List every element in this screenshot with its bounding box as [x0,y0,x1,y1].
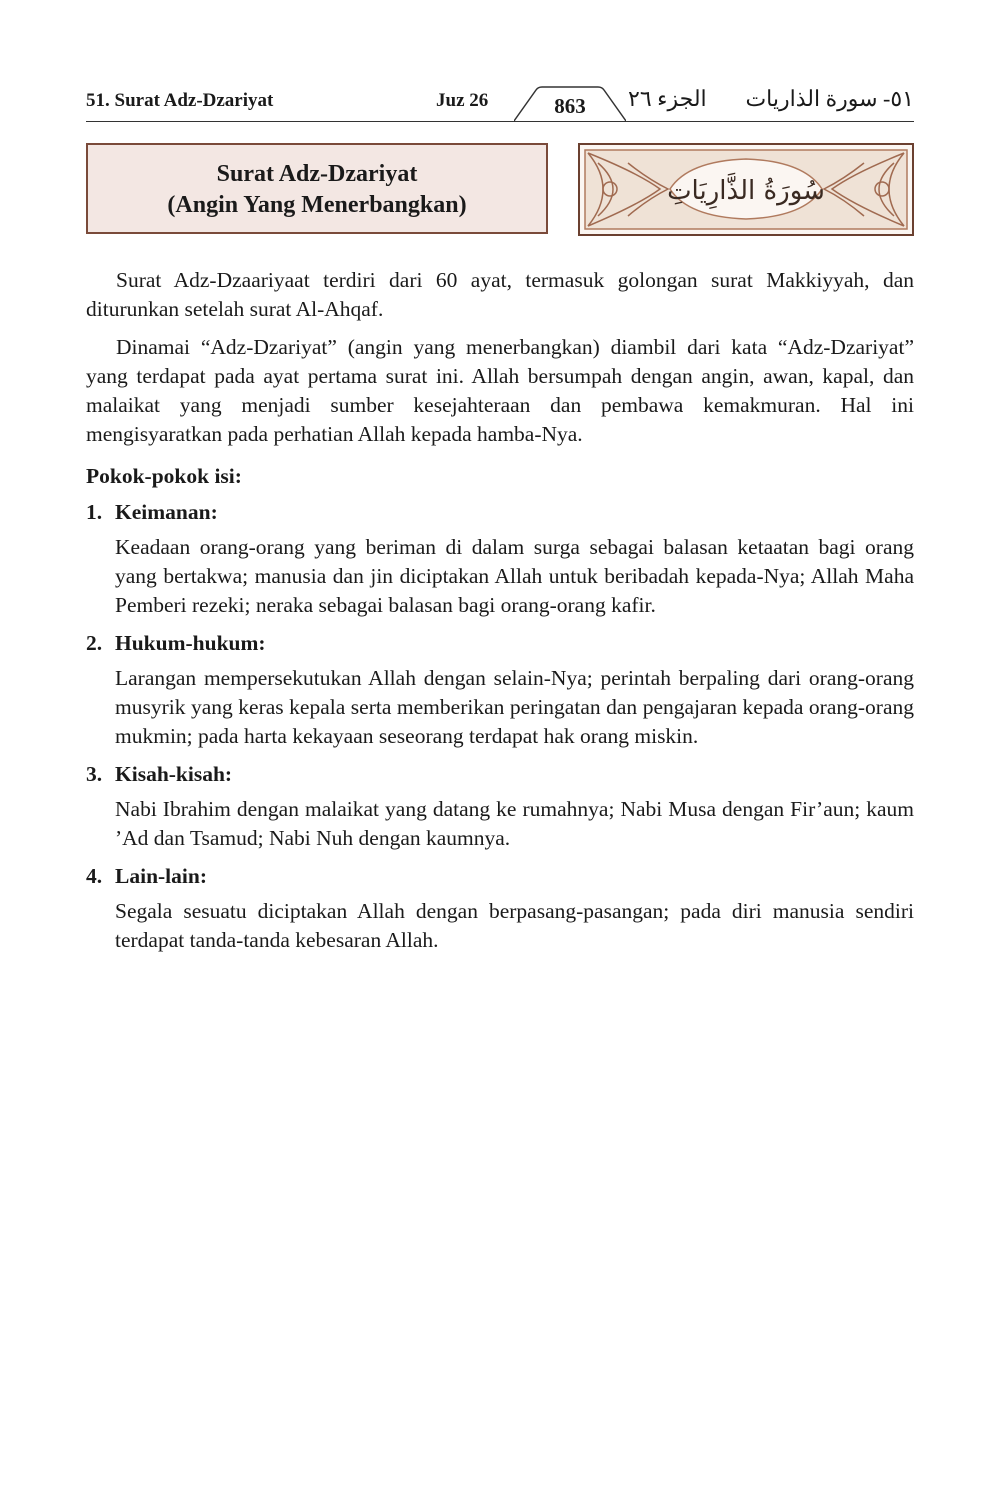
item-number: 1. [86,500,103,524]
item-title: Keimanan: [115,500,218,524]
item-title: Kisah-kisah: [115,762,233,786]
page-content [86,266,914,964]
header-juz-arabic: الجزء ٢٦ [628,86,707,111]
item-title: Lain-lain: [115,864,207,888]
section-heading: Pokok-pokok isi: [86,464,242,488]
surah-calligraphy-ornament [578,143,914,236]
header-juz-latin: Juz 26 [436,90,489,111]
item-body: Segala sesuatu diciptakan Allah dengan berpasang-pasangan; pada diri manusia sendiri terdapat tanda-tanda kebesaran Allah. [115,899,914,952]
page-header [86,84,914,126]
item-title: Hukum-hukum: [115,631,266,655]
calligraphy-text: سُورَةُ الذَّارِيَاتِ [667,176,825,206]
surah-subtitle: (Angin Yang Menerbangkan) [167,192,467,218]
header-rule [86,121,914,122]
item-body: Larangan mempersekutukan Allah dengan selain-Nya; perintah berpaling dari orang-orang musyrik yang keras kepala serta memberikan peringatan dan pengajaran kepada orang-orang mukmin; pada harta kekayaan seseorang terdapat hak orang miskin. [115,666,914,748]
surah-title-box [86,143,548,234]
list-item [86,760,914,853]
list-item [86,498,914,620]
header-surah-latin: 51. Surat Adz-Dzariyat [86,90,274,111]
item-number: 3. [86,762,103,786]
list-item [86,862,914,955]
item-number: 2. [86,631,103,655]
list-item [86,629,914,751]
item-body: Nabi Ibrahim dengan malaikat yang datang ke rumahnya; Nabi Musa dengan Fir’aun; kaum ’Ad dan Tsamud; Nabi Nuh dengan kaumnya. [115,797,914,850]
page-number: 863 [554,94,586,118]
item-body: Keadaan orang-orang yang beriman di dalam surga sebagai balasan ketaatan bagi orang yang bertakwa; manusia dan jin diciptakan Allah untuk beribadah kepada-Nya; Allah Maha Pemberi rezeki; neraka sebagai balasan bagi orang-orang kafir. [115,535,914,617]
surah-title: Surat Adz-Dzariyat [216,161,418,187]
intro-paragraph-2: Dinamai “Adz-Dzariyat” (angin yang menerbangkan) diambil dari kata “Adz-Dzariyat” yang terdapat pada ayat pertama surat ini. Allah bersumpah dengan angin, awan, kapal, dan malaikat yang menjadi sumber kesejahteraan dan pembawa kemakmuran. Hal ini mengisyaratkan pada perhatian Allah kepada hamba-Nya. [86,335,914,446]
intro-paragraph-1: Surat Adz-Dzaariyaat terdiri dari 60 ayat, termasuk golongan surat Makkiyyah, dan diturunkan setelah surat Al-Ahqaf. [86,268,914,321]
header-surah-arabic: ٥١- سورة الذاريات [745,86,914,111]
item-number: 4. [86,864,103,888]
